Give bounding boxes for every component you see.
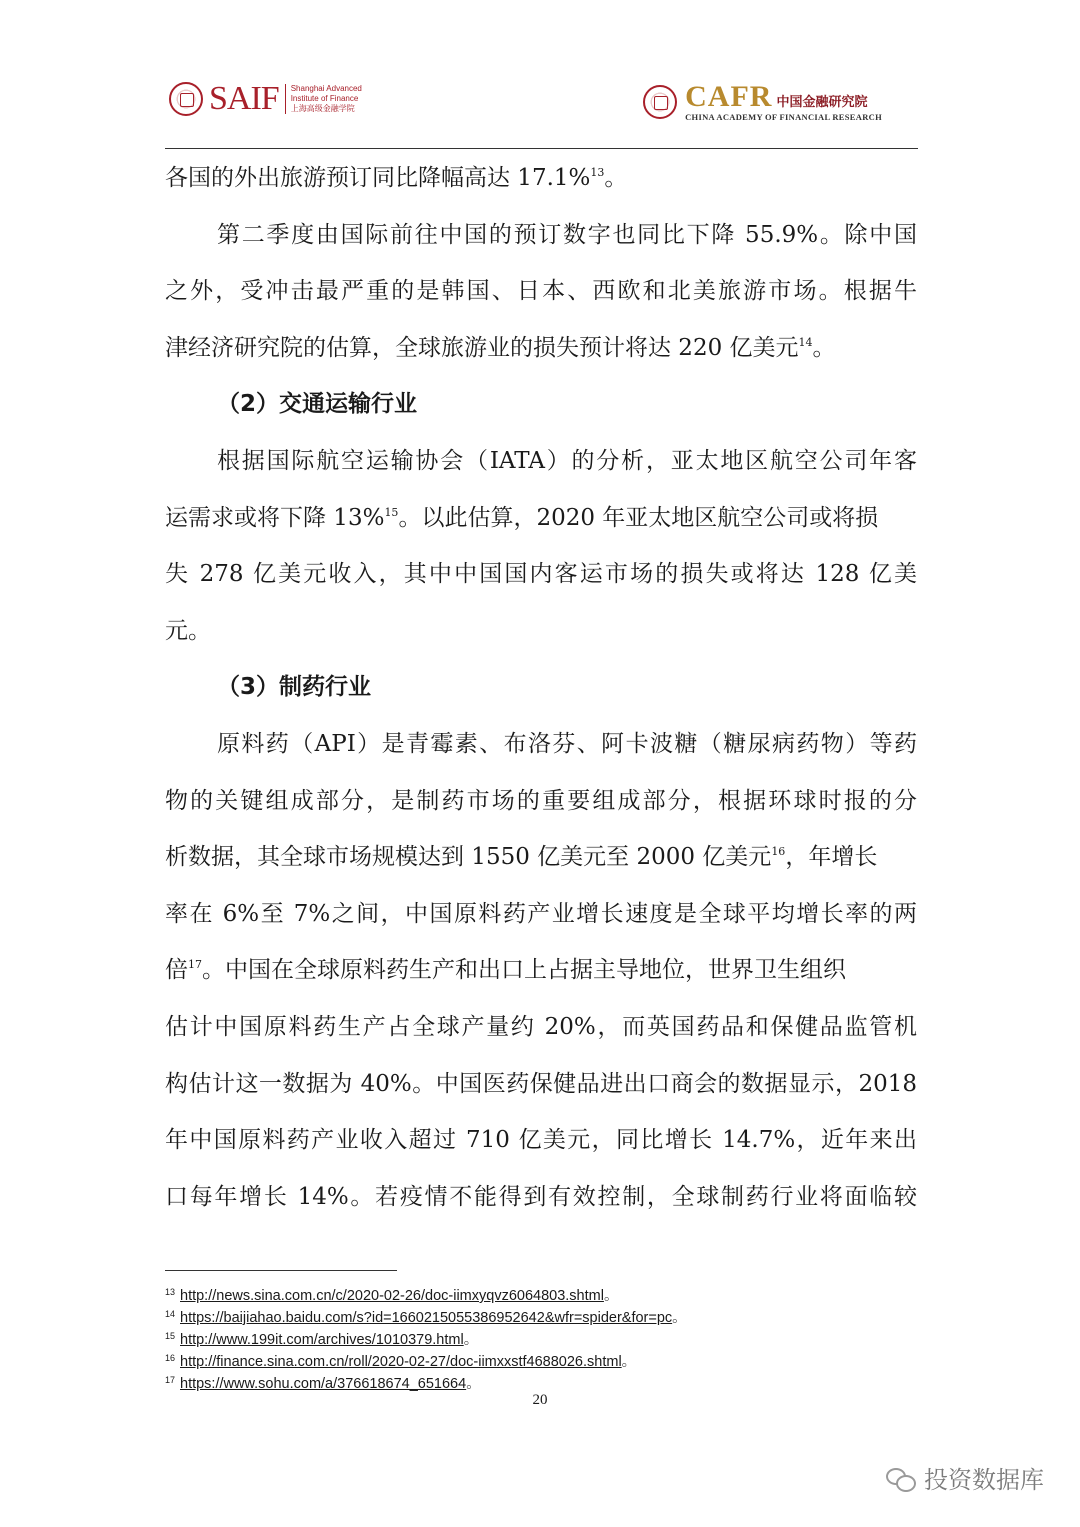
paragraph-line: 运需求或将下降 13%$^{15}$。以此估算，2020 年亚太地区航空公司或将损 (165, 504, 879, 531)
paragraph-line: 失 278 亿美元收入，其中中国国内客运市场的损失或将达 128 亿美 (165, 561, 917, 588)
paragraph-line: 估计中国原料药生产占全球产量约 20%，而英国药品和保健品监管机 (165, 1013, 917, 1040)
paragraph-line: 年中国原料药产业收入超过 710 亿美元，同比增长 14.7%，近年来出 (165, 1127, 917, 1154)
footnotes (165, 1281, 905, 1391)
footnote-link[interactable]: http://finance.sina.com.cn/roll/2020-02-27/doc-iimxxstf4688026.shtml (180, 1354, 622, 1370)
university-seal-icon (643, 85, 677, 119)
footnote-link[interactable]: http://www.199it.com/archives/1010379.html (180, 1332, 464, 1348)
wechat-watermark (886, 1460, 1044, 1495)
page-number: 20 (532, 1392, 548, 1408)
cafr-logo-english: CHINA ACADEMY OF FINANCIAL RESEARCH (685, 112, 882, 122)
cafr-logo-word: CAFR (685, 80, 773, 113)
section-heading: （2）交通运输行业 (217, 391, 418, 418)
paragraph-line: 各国的外出旅游预订同比降幅高达 17.1%$^{13}$。 (165, 165, 628, 191)
saif-logo-word: SAIF (209, 80, 279, 117)
footnote: 14 https://baijiahao.baidu.com/s?id=1660215055386952642&wfr=spider&for=pc。 (165, 1309, 687, 1326)
watermark-text: 投资数据库 (924, 1466, 1044, 1494)
document-body (165, 150, 917, 1225)
paragraph-line: 原料药（API）是青霉素、布洛芬、阿卡波糖（糖尿病药物）等药 (217, 730, 917, 757)
footnote-divider (165, 1270, 397, 1271)
paragraph-line: 构估计这一数据为 40%。中国医药保健品进出口商会的数据显示，2018 (165, 1070, 917, 1097)
paragraph-line: 之外，受冲击最严重的是韩国、日本、西欧和北美旅游市场。根据牛 (165, 278, 917, 305)
section-heading: （3）制药行业 (217, 674, 372, 701)
page-header (165, 78, 918, 150)
footnote-link[interactable]: https://www.sohu.com/a/376618674_651664 (180, 1376, 467, 1392)
paragraph-line: 第二季度由国际前往中国的预订数字也同比下降 55.9%。除中国 (217, 221, 917, 248)
paragraph-line: 倍$^{17}$。中国在全球原料药生产和出口上占据主导地位，世界卫生组织 (165, 957, 846, 984)
footnote-link[interactable]: https://baijiahao.baidu.com/s?id=1660215055386952642&wfr=spider&for=pc (180, 1310, 673, 1326)
wechat-icon (886, 1466, 916, 1490)
footnote: 15 http://www.199it.com/archives/1010379.html。 (165, 1331, 479, 1348)
paragraph-line: 口每年增长 14%。若疫情不能得到有效控制，全球制药行业将面临较 (165, 1183, 917, 1210)
paragraph-line: 析数据，其全球市场规模达到 1550 亿美元至 2000 亿美元$^{16}$，年增长 (165, 844, 878, 871)
footnote-link[interactable]: http://news.sina.com.cn/c/2020-02-26/doc-iimxyqvz6064803.shtml (180, 1288, 604, 1304)
paragraph-line: 根据国际航空运输协会（IATA）的分析，亚太地区航空公司年客 (217, 447, 917, 474)
paragraph-line: 津经济研究院的估算，全球旅游业的损失预计将达 220 亿美元$^{14}$。 (165, 334, 836, 361)
cafr-logo (643, 82, 882, 122)
header-divider (165, 148, 918, 149)
footnote: 16 http://finance.sina.com.cn/roll/2020-02-27/doc-iimxxstf4688026.shtml。 (165, 1353, 637, 1370)
paragraph-line: 率在 6%至 7%之间，中国原料药产业增长速度是全球平均增长率的两 (165, 900, 917, 927)
footnote: 13 http://news.sina.com.cn/c/2020-02-26/doc-iimxyqvz6064803.shtml。 (165, 1287, 619, 1304)
university-seal-icon (169, 82, 203, 116)
saif-logo (169, 82, 362, 116)
footnote: 17 https://www.sohu.com/a/376618674_651664。 (165, 1375, 481, 1392)
paragraph-line: 物的关键组成部分，是制药市场的重要组成部分，根据环球时报的分 (165, 787, 917, 814)
saif-logo-subtitle: Shanghai Advanced Institute of Finance 上海高级金融学院 (285, 84, 362, 114)
paragraph-line: 元。 (165, 617, 211, 644)
cafr-logo-chinese: 中国金融研究院 (776, 95, 868, 110)
